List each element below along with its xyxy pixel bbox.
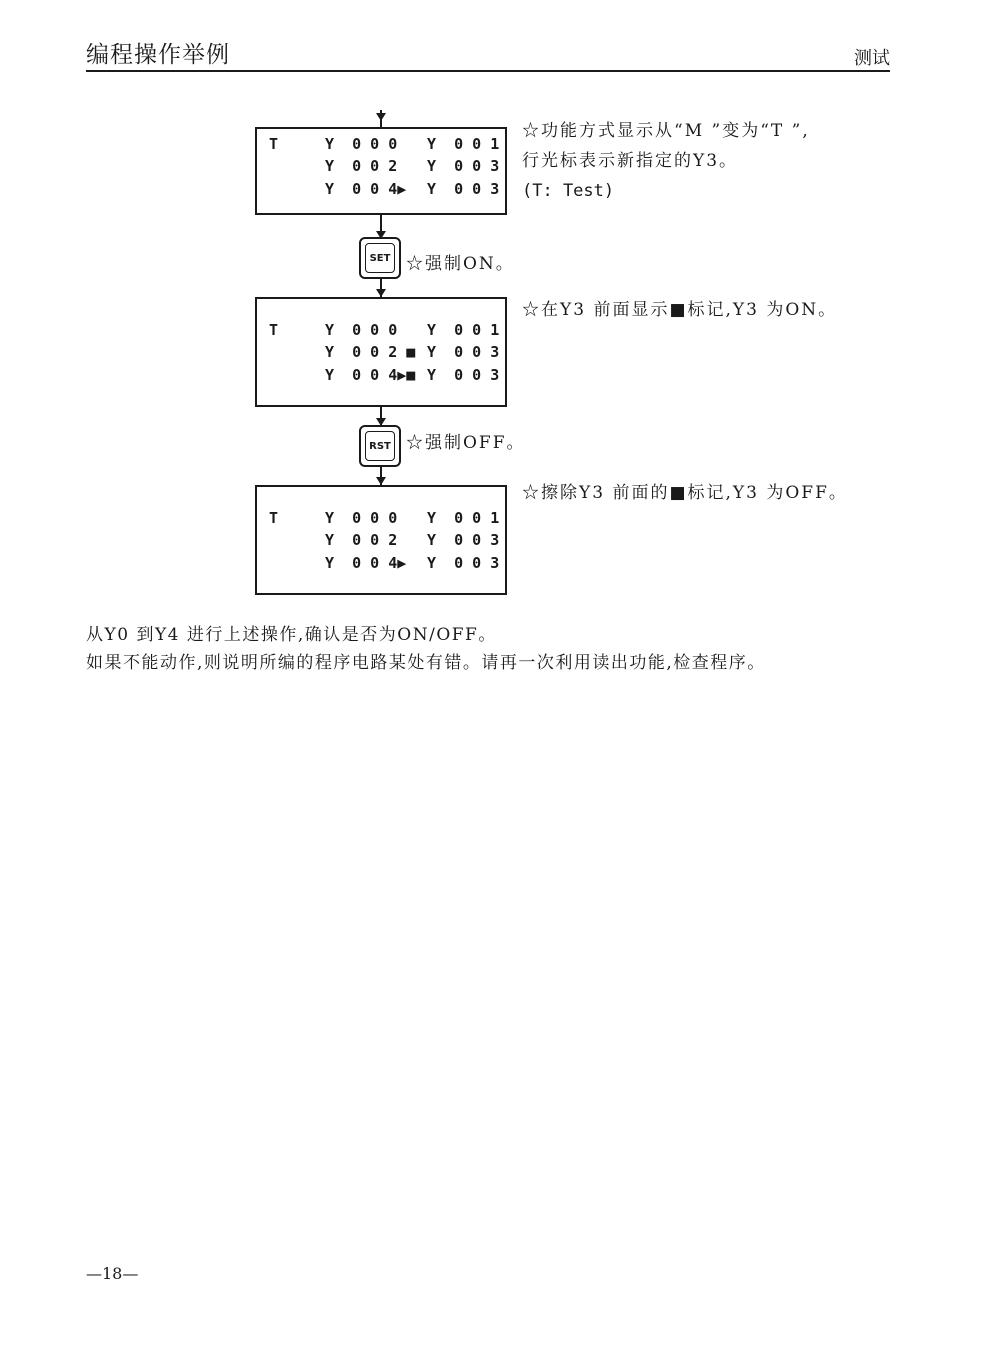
display-cell: Y 0 0 4▶ [325,180,407,198]
mode-indicator: T [269,321,279,339]
display-cell: Y 0 0 2 ■ [325,343,416,361]
flow-arrow-icon [376,289,386,297]
display-1-note-1: ☆功能方式显示从“M ”变为“T ”, [522,121,810,141]
display-cell: Y 0 0 3 [427,157,500,175]
set-key-label: SET [365,243,395,273]
display-cell: Y 0 0 3 [427,531,500,549]
rst-key-label: RST [365,431,395,461]
display-cell: Y 0 0 2 [325,531,398,549]
rst-key-note: ☆强制OFF。 [406,433,526,453]
display-cell: Y 0 0 1 [427,135,500,153]
mode-indicator: T [269,509,279,527]
body-paragraph-1: 从Y0 到Y4 进行上述操作,确认是否为ON/OFF。 [86,625,497,645]
display-cell: Y 0 0 1 [427,321,500,339]
section-title: 测试 [854,48,890,69]
lcd-display-2 [255,297,507,407]
set-key-button[interactable] [359,237,401,279]
display-3-note: ☆擦除Y3 前面的■标记,Y3 为OFF。 [522,483,848,503]
chapter-title: 编程操作举例 [86,42,230,68]
display-cell: Y 0 0 0 [325,321,398,339]
rst-key-button[interactable] [359,425,401,467]
display-1-note-2: 行光标表示新指定的Y3。 [522,151,739,171]
display-cell: Y 0 0 3 [427,180,500,198]
body-paragraph-2: 如果不能动作,则说明所编的程序电路某处有错。请再一次利用读出功能,检查程序。 [86,653,766,673]
lcd-display-3 [255,485,507,595]
display-cell: Y 0 0 1 [427,509,500,527]
display-cell: Y 0 0 3 [427,554,500,572]
lcd-display-1 [255,127,507,215]
display-cell: Y 0 0 0 [325,135,398,153]
flow-arrow-icon [376,477,386,485]
display-cell: Y 0 0 0 [325,509,398,527]
page-number: —18— [86,1264,139,1283]
display-cell: Y 0 0 3 [427,366,500,384]
display-cell: Y 0 0 4▶ [325,554,407,572]
header-rule [86,70,890,72]
set-key-note: ☆强制ON。 [406,254,515,274]
display-cell: Y 0 0 4▶■ [325,366,416,384]
display-cell: Y 0 0 3 [427,343,500,361]
mode-indicator: T [269,135,279,153]
display-cell: Y 0 0 2 [325,157,398,175]
display-2-note: ☆在Y3 前面显示■标记,Y3 为ON。 [522,300,838,320]
display-1-note-3: (T: Test) [522,181,615,201]
flow-arrow-icon [376,113,386,121]
